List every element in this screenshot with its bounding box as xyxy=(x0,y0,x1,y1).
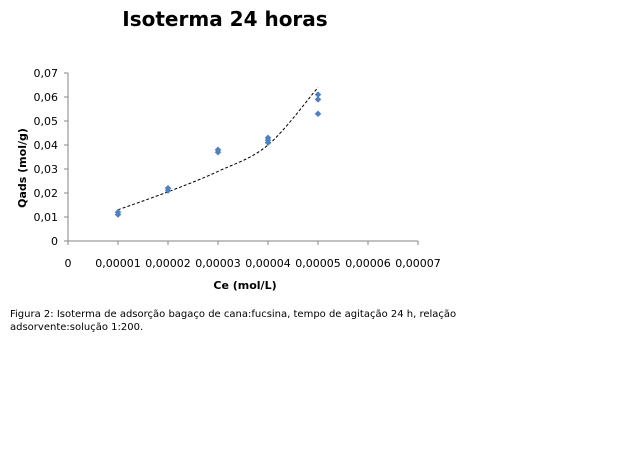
y-axis xyxy=(34,67,69,248)
figure-caption: Figura 2: Isoterma de adsorção bagaço de cana:fucsina, tempo de agitação 24 h, relação adsorvente:solução 1:200. xyxy=(10,309,457,333)
x-tick-label: 0 xyxy=(64,257,72,270)
x-tick-label: 0,00003 xyxy=(195,257,241,270)
x-tick-label: 0,00007 xyxy=(395,257,441,270)
y-tick-label: 0,06 xyxy=(33,91,58,104)
y-tick-label: 0 xyxy=(51,235,58,248)
data-point xyxy=(315,111,321,117)
y-tick-label: 0,07 xyxy=(33,67,58,80)
y-tick-label: 0,05 xyxy=(33,115,58,128)
x-tick-label: 0,00006 xyxy=(345,257,391,270)
x-tick-label: 0,00004 xyxy=(245,257,291,270)
x-axis xyxy=(65,241,441,270)
y-tick-label: 0,01 xyxy=(33,211,58,224)
y-tick-label: 0,02 xyxy=(33,187,58,200)
chart-title: Isoterma 24 horas xyxy=(122,7,328,31)
y-tick-label: 0,04 xyxy=(33,139,58,152)
y-tick-label: 0,03 xyxy=(33,163,58,176)
x-tick-label: 0,00001 xyxy=(95,257,141,270)
x-tick-label: 0,00002 xyxy=(145,257,191,270)
x-axis-label: Ce (mol/L) xyxy=(213,279,277,292)
x-tick-label: 0,00005 xyxy=(295,257,341,270)
data-point xyxy=(315,92,321,98)
y-axis-label: Qads (mol/g) xyxy=(16,128,29,208)
data-points xyxy=(115,92,321,218)
